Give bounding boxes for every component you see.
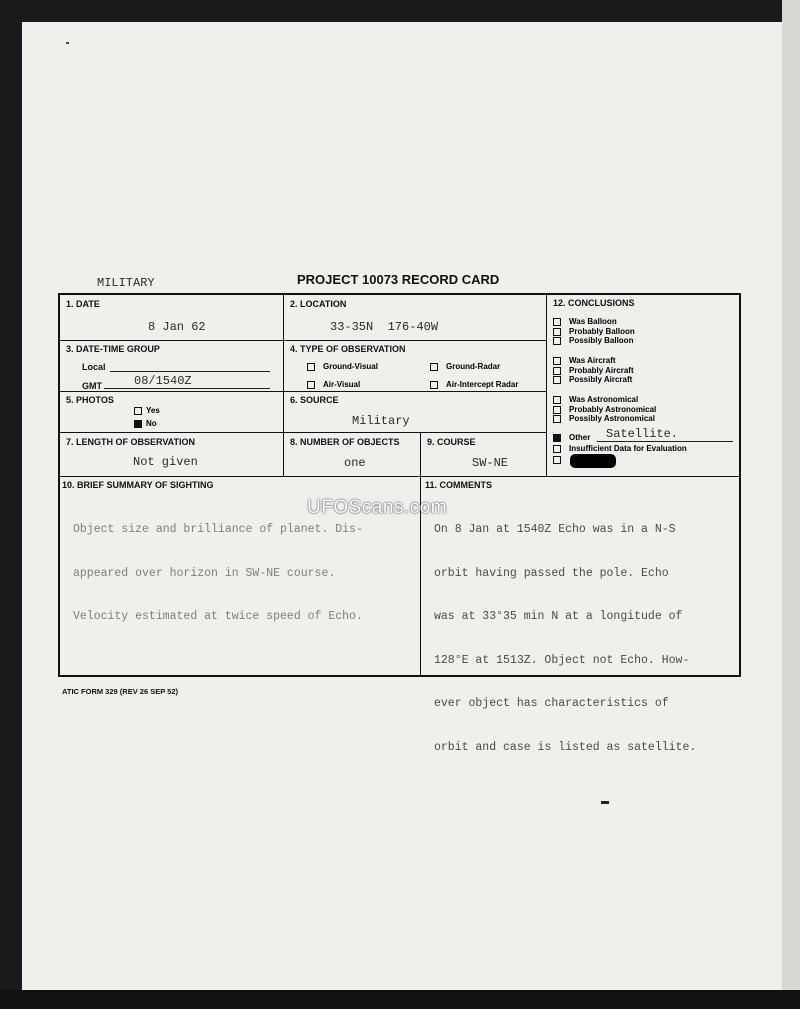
ground-visual-option[interactable]: Ground-Visual (307, 362, 378, 372)
date-label: 1. DATE (66, 299, 100, 309)
checkbox-icon[interactable] (553, 445, 561, 453)
length-of-observation-value: Not given (133, 455, 198, 469)
checkbox-icon[interactable] (553, 367, 561, 375)
grid-divider (546, 295, 547, 477)
comment-line: 128°E at 1513Z. Object not Echo. How- (434, 653, 690, 667)
checkbox-icon[interactable] (553, 337, 561, 345)
form-id: ATIC FORM 329 (REV 26 SEP 52) (62, 687, 179, 696)
course-label: 9. COURSE (427, 437, 476, 447)
redaction-block (570, 454, 616, 468)
probably-balloon-option[interactable]: Probably Balloon (553, 327, 635, 337)
probably-astronomical-option[interactable]: Probably Astronomical (553, 405, 656, 415)
photos-yes-option[interactable]: Yes (134, 406, 160, 416)
local-field-line (110, 371, 270, 372)
was-aircraft-option[interactable]: Was Aircraft (553, 356, 634, 366)
grid-divider (283, 295, 284, 477)
location-label: 2. LOCATION (290, 299, 347, 309)
possibly-aircraft-option[interactable]: Possibly Aircraft (553, 375, 634, 385)
gmt-value: 08/1540Z (134, 374, 192, 388)
source-label: 6. SOURCE (290, 395, 339, 405)
summary-line: Velocity estimated at twice speed of Echo. (73, 610, 363, 623)
checked-checkbox-icon[interactable] (553, 434, 561, 442)
brief-summary-label: 10. BRIEF SUMMARY OF SIGHTING (62, 480, 214, 490)
probably-aircraft-option[interactable]: Probably Aircraft (553, 366, 634, 376)
summary-line: Object size and brilliance of planet. Dis- (73, 523, 363, 536)
was-balloon-option[interactable]: Was Balloon (553, 317, 635, 327)
other-option[interactable]: Other (553, 433, 590, 443)
comment-line: orbit having passed the pole. Echo (434, 566, 669, 580)
checkbox-icon[interactable] (553, 318, 561, 326)
checkbox-icon[interactable] (553, 357, 561, 365)
checkbox-icon[interactable] (553, 396, 561, 404)
classification-stamp: MILITARY (97, 276, 155, 290)
site-watermark: UFOScans.com (307, 497, 448, 518)
possibly-balloon-option[interactable]: Possibly Balloon (553, 336, 635, 346)
checkbox-icon[interactable] (430, 363, 438, 371)
conclusions-aircraft-group (553, 356, 634, 385)
checkbox-icon[interactable] (430, 381, 438, 389)
scan-speck (66, 42, 69, 44)
checkbox-icon[interactable] (307, 381, 315, 389)
comment-line: On 8 Jan at 1540Z Echo was in a N-S (434, 523, 676, 536)
checkbox-icon[interactable] (307, 363, 315, 371)
grid-divider (59, 432, 547, 433)
scan-edge-bottom (0, 990, 800, 1009)
insufficient-data-option[interactable]: Insufficient Data for Evaluation (553, 444, 687, 454)
grid-divider (59, 340, 547, 341)
comments-label: 11. COMMENTS (425, 480, 493, 490)
other-value: Satellite. (606, 427, 679, 441)
grid-divider (420, 432, 421, 676)
checkbox-icon[interactable] (553, 456, 561, 464)
card-title: PROJECT 10073 RECORD CARD (297, 272, 500, 287)
checked-checkbox-icon[interactable] (134, 420, 142, 428)
checkbox-icon[interactable] (553, 406, 561, 414)
number-of-objects-value: one (344, 456, 366, 470)
length-of-observation-label: 7. LENGTH OF OBSERVATION (66, 437, 196, 447)
local-label: Local (82, 362, 106, 372)
number-of-objects-label: 8. NUMBER OF OBJECTS (290, 437, 400, 447)
comment-line: orbit and case is listed as satellite. (434, 740, 697, 754)
photos-no-option[interactable]: No (134, 419, 157, 429)
date-value: 8 Jan 62 (148, 320, 206, 334)
source-value: Military (352, 414, 410, 428)
scan-speck (601, 801, 609, 804)
comment-line: was at 33°35 min N at a longitude of (434, 610, 683, 623)
checkbox-icon[interactable] (553, 328, 561, 336)
location-value: 33-35N 176-40W (330, 320, 439, 334)
air-visual-option[interactable]: Air-Visual (307, 380, 360, 390)
photos-label: 5. PHOTOS (66, 395, 114, 405)
scan-edge (782, 0, 800, 1009)
gmt-label: GMT (82, 381, 102, 391)
conclusions-astronomical-group (553, 395, 656, 424)
date-time-group-label: 3. DATE-TIME GROUP (66, 344, 160, 354)
course-value: SW-NE (472, 456, 509, 470)
ground-radar-option[interactable]: Ground-Radar (430, 362, 500, 372)
checkbox-icon[interactable] (134, 407, 142, 415)
possibly-astronomical-option[interactable]: Possibly Astronomical (553, 414, 656, 424)
air-intercept-radar-option[interactable]: Air-Intercept Radar (430, 380, 518, 390)
checkbox-icon[interactable] (553, 376, 561, 384)
type-of-observation-label: 4. TYPE OF OBSERVATION (290, 344, 406, 354)
conclusions-balloon-group (553, 317, 635, 346)
other-field-line (597, 441, 733, 442)
comment-line: ever object has characteristics of (434, 697, 669, 710)
checkbox-icon[interactable] (553, 415, 561, 423)
was-astronomical-option[interactable]: Was Astronomical (553, 395, 656, 405)
summary-line: appeared over horizon in SW-NE course. (73, 566, 336, 580)
grid-divider (59, 476, 740, 477)
grid-divider (59, 391, 547, 392)
gmt-field-line (104, 388, 270, 389)
conclusions-label: 12. CONCLUSIONS (553, 298, 635, 308)
comments-text (434, 494, 696, 770)
